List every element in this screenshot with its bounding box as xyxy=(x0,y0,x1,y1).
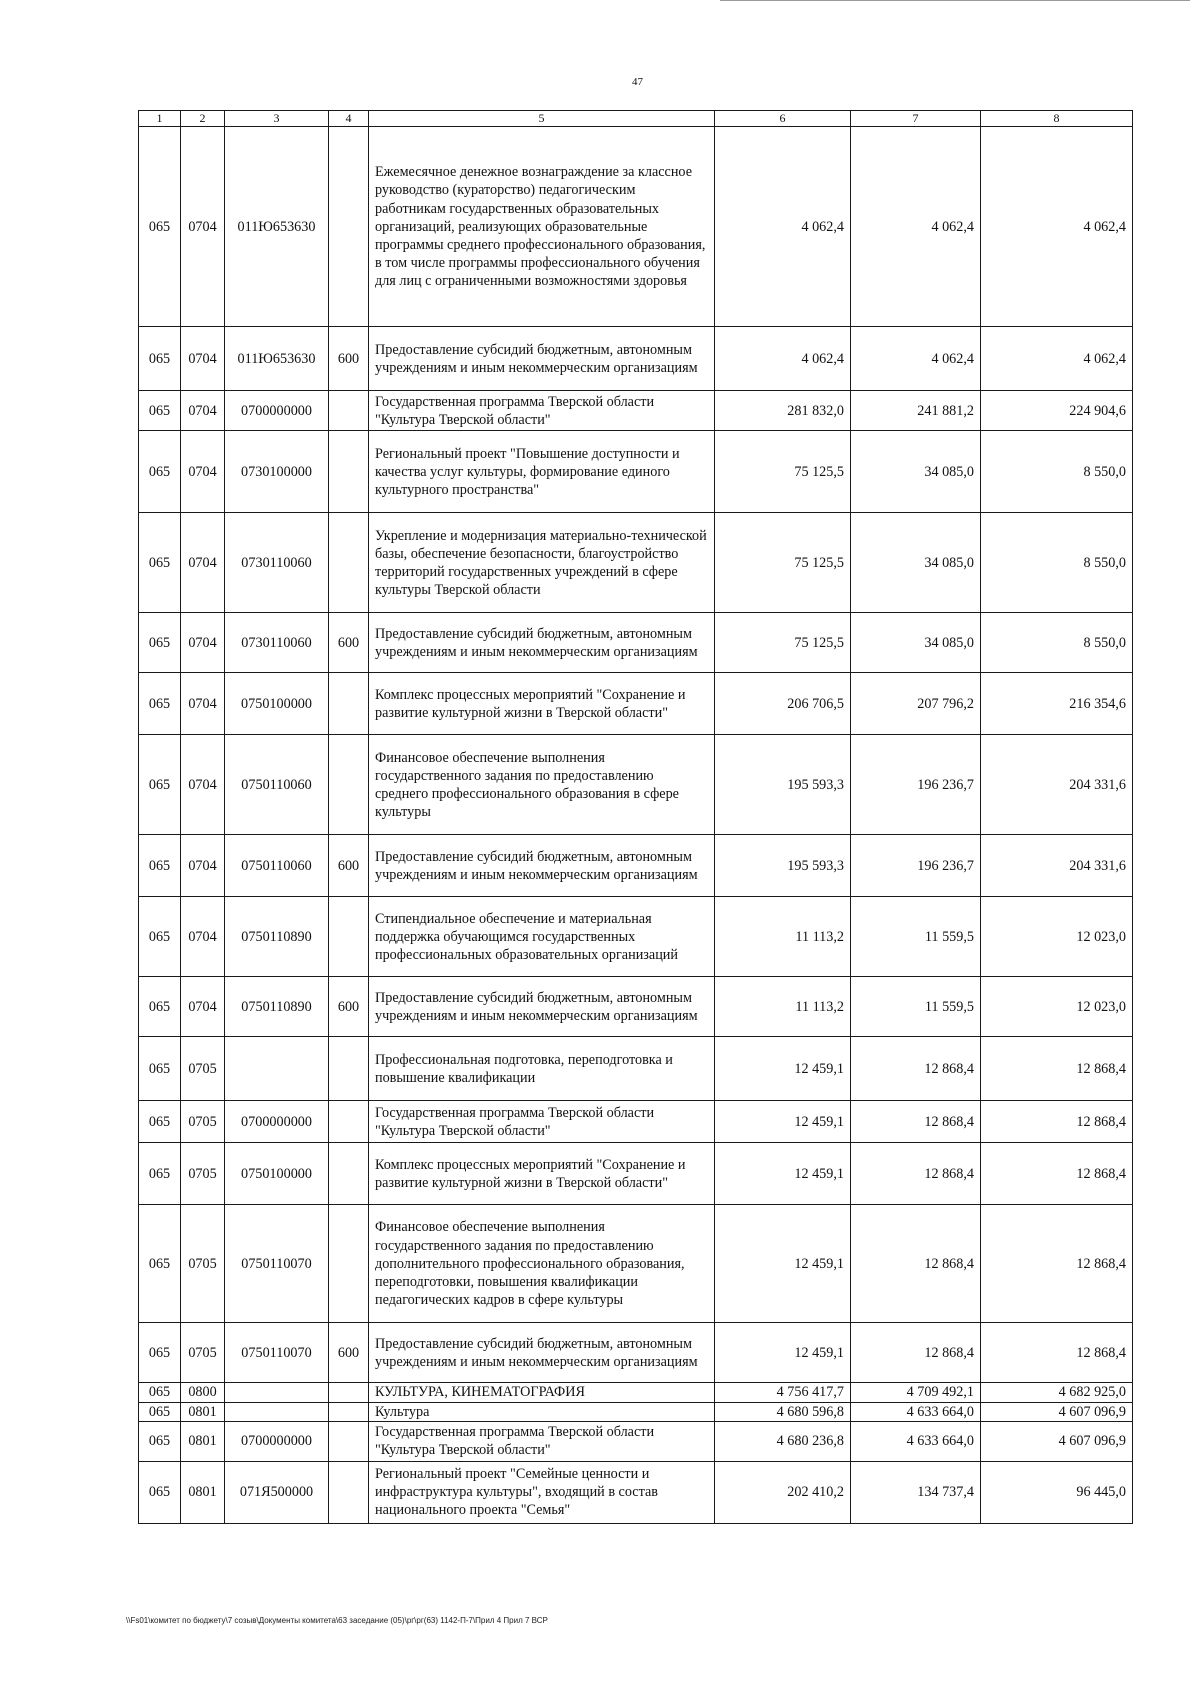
cell-target-article: 0750110890 xyxy=(225,977,329,1037)
table-row xyxy=(139,513,1133,613)
cell-target-article xyxy=(225,1037,329,1101)
cell-section-code: 0705 xyxy=(181,1101,225,1143)
cell-amount-year3: 204 331,6 xyxy=(981,835,1133,897)
cell-amount-year3: 4 682 925,0 xyxy=(981,1383,1133,1402)
header-cell: 5 xyxy=(369,111,715,127)
cell-amount-year1: 11 113,2 xyxy=(715,897,851,977)
cell-amount-year3: 12 868,4 xyxy=(981,1143,1133,1205)
table-header-row xyxy=(139,111,1133,127)
cell-section-code: 0704 xyxy=(181,835,225,897)
cell-description: Культура xyxy=(369,1402,715,1421)
cell-amount-year2: 4 633 664,0 xyxy=(851,1402,981,1421)
cell-admin-code: 065 xyxy=(139,1101,181,1143)
cell-description: Укрепление и модернизация материально-технической базы, обеспечение безопасности, благоустройство территорий государственных учреждений в сфере культуры Тверской области xyxy=(369,513,715,613)
cell-amount-year1: 12 459,1 xyxy=(715,1205,851,1323)
cell-amount-year2: 4 062,4 xyxy=(851,327,981,391)
header-cell: 2 xyxy=(181,111,225,127)
cell-amount-year3: 8 550,0 xyxy=(981,513,1133,613)
cell-amount-year3: 4 607 096,9 xyxy=(981,1421,1133,1461)
cell-target-article: 0730110060 xyxy=(225,513,329,613)
header-cell: 4 xyxy=(329,111,369,127)
cell-admin-code: 065 xyxy=(139,613,181,673)
cell-description: Предоставление субсидий бюджетным, автономным учреждениям и иным некоммерческим организациям xyxy=(369,977,715,1037)
cell-expense-type xyxy=(329,1383,369,1402)
cell-description: Предоставление субсидий бюджетным, автономным учреждениям и иным некоммерческим организациям xyxy=(369,1323,715,1383)
cell-amount-year3: 96 445,0 xyxy=(981,1461,1133,1523)
table-body xyxy=(139,111,1133,1524)
cell-expense-type xyxy=(329,1402,369,1421)
cell-amount-year1: 12 459,1 xyxy=(715,1323,851,1383)
cell-amount-year3: 204 331,6 xyxy=(981,735,1133,835)
cell-amount-year1: 4 062,4 xyxy=(715,327,851,391)
cell-expense-type xyxy=(329,1461,369,1523)
header-cell: 1 xyxy=(139,111,181,127)
cell-amount-year3: 12 868,4 xyxy=(981,1037,1133,1101)
cell-target-article: 0750110060 xyxy=(225,735,329,835)
cell-amount-year1: 75 125,5 xyxy=(715,513,851,613)
cell-description: Профессиональная подготовка, переподготовка и повышение квалификации xyxy=(369,1037,715,1101)
footer-file-path: \\Fs01\комитет по бюджету\7 созыв\Документы комитета\63 заседание (05)\рг\рг(63) 1142-П-7\Прил 4 Прил 7 ВСР xyxy=(126,1616,548,1625)
cell-target-article: 071Я500000 xyxy=(225,1461,329,1523)
cell-section-code: 0705 xyxy=(181,1143,225,1205)
cell-target-article: 0750110890 xyxy=(225,897,329,977)
cell-amount-year2: 12 868,4 xyxy=(851,1101,981,1143)
cell-description: Предоставление субсидий бюджетным, автономным учреждениям и иным некоммерческим организациям xyxy=(369,327,715,391)
cell-description: Комплекс процессных мероприятий "Сохранение и развитие культурной жизни в Тверской области" xyxy=(369,673,715,735)
cell-target-article: 0700000000 xyxy=(225,391,329,431)
cell-amount-year3: 12 868,4 xyxy=(981,1101,1133,1143)
cell-section-code: 0704 xyxy=(181,613,225,673)
cell-admin-code: 065 xyxy=(139,835,181,897)
cell-description: Финансовое обеспечение выполнения государственного задания по предоставлению дополнительного профессионального образования, переподготовки, повышения квалификации педагогических кадров в сфере культуры xyxy=(369,1205,715,1323)
cell-section-code: 0704 xyxy=(181,977,225,1037)
page-number: 47 xyxy=(632,76,643,88)
cell-target-article: 0730110060 xyxy=(225,613,329,673)
cell-admin-code: 065 xyxy=(139,673,181,735)
cell-target-article: 011Ю653630 xyxy=(225,127,329,327)
cell-description: Предоставление субсидий бюджетным, автономным учреждениям и иным некоммерческим организациям xyxy=(369,613,715,673)
cell-target-article: 0730100000 xyxy=(225,431,329,513)
header-cell: 8 xyxy=(981,111,1133,127)
cell-description: Стипендиальное обеспечение и материальная поддержка обучающимся государственных профессиональных образовательных организаций xyxy=(369,897,715,977)
cell-amount-year3: 4 062,4 xyxy=(981,327,1133,391)
cell-section-code: 0800 xyxy=(181,1383,225,1402)
cell-expense-type xyxy=(329,1143,369,1205)
cell-amount-year1: 12 459,1 xyxy=(715,1101,851,1143)
table-row xyxy=(139,1461,1133,1523)
cell-amount-year1: 195 593,3 xyxy=(715,735,851,835)
cell-amount-year3: 4 607 096,9 xyxy=(981,1402,1133,1421)
cell-amount-year2: 12 868,4 xyxy=(851,1205,981,1323)
cell-amount-year2: 12 868,4 xyxy=(851,1037,981,1101)
cell-admin-code: 065 xyxy=(139,735,181,835)
table-row xyxy=(139,1205,1133,1323)
cell-description: Государственная программа Тверской области "Культура Тверской области" xyxy=(369,1421,715,1461)
cell-amount-year1: 4 756 417,7 xyxy=(715,1383,851,1402)
cell-description: Государственная программа Тверской области "Культура Тверской области" xyxy=(369,1101,715,1143)
cell-admin-code: 065 xyxy=(139,431,181,513)
cell-section-code: 0704 xyxy=(181,127,225,327)
cell-amount-year2: 34 085,0 xyxy=(851,613,981,673)
cell-expense-type: 600 xyxy=(329,835,369,897)
cell-admin-code: 065 xyxy=(139,1461,181,1523)
cell-amount-year2: 241 881,2 xyxy=(851,391,981,431)
cell-amount-year2: 12 868,4 xyxy=(851,1323,981,1383)
cell-expense-type xyxy=(329,1101,369,1143)
header-cell: 6 xyxy=(715,111,851,127)
cell-expense-type xyxy=(329,1205,369,1323)
table-row xyxy=(139,1402,1133,1421)
cell-amount-year2: 11 559,5 xyxy=(851,897,981,977)
cell-section-code: 0704 xyxy=(181,897,225,977)
cell-expense-type: 600 xyxy=(329,613,369,673)
table-row xyxy=(139,735,1133,835)
cell-description: Финансовое обеспечение выполнения государственного задания по предоставлению среднего профессионального образования в сфере культуры xyxy=(369,735,715,835)
cell-target-article: 0750100000 xyxy=(225,673,329,735)
cell-section-code: 0801 xyxy=(181,1402,225,1421)
cell-description: Ежемесячное денежное вознаграждение за классное руководство (кураторство) педагогическим работникам государственных образовательных организаций, реализующих образовательные программы среднего профессионального образования, в том числе программы профессионального обучения для лиц с ограниченными возможностями здоровья xyxy=(369,127,715,327)
cell-description: Региональный проект "Семейные ценности и инфраструктура культуры", входящий в состав национального проекта "Семья" xyxy=(369,1461,715,1523)
table-row xyxy=(139,1383,1133,1402)
cell-amount-year2: 196 236,7 xyxy=(851,735,981,835)
cell-amount-year1: 4 680 596,8 xyxy=(715,1402,851,1421)
scan-artifact-line xyxy=(720,0,1190,1)
cell-amount-year2: 207 796,2 xyxy=(851,673,981,735)
cell-admin-code: 065 xyxy=(139,897,181,977)
cell-admin-code: 065 xyxy=(139,1421,181,1461)
header-cell: 7 xyxy=(851,111,981,127)
cell-section-code: 0705 xyxy=(181,1323,225,1383)
cell-amount-year1: 75 125,5 xyxy=(715,613,851,673)
cell-amount-year1: 4 680 236,8 xyxy=(715,1421,851,1461)
table-row xyxy=(139,897,1133,977)
table-row xyxy=(139,1421,1133,1461)
cell-amount-year3: 12 023,0 xyxy=(981,977,1133,1037)
cell-expense-type xyxy=(329,127,369,327)
cell-amount-year1: 195 593,3 xyxy=(715,835,851,897)
cell-admin-code: 065 xyxy=(139,391,181,431)
cell-expense-type xyxy=(329,513,369,613)
cell-expense-type xyxy=(329,735,369,835)
cell-amount-year2: 34 085,0 xyxy=(851,513,981,613)
cell-expense-type: 600 xyxy=(329,977,369,1037)
cell-expense-type xyxy=(329,1037,369,1101)
cell-section-code: 0704 xyxy=(181,391,225,431)
cell-amount-year1: 281 832,0 xyxy=(715,391,851,431)
cell-amount-year2: 12 868,4 xyxy=(851,1143,981,1205)
cell-target-article xyxy=(225,1383,329,1402)
cell-admin-code: 065 xyxy=(139,1037,181,1101)
cell-admin-code: 065 xyxy=(139,327,181,391)
cell-amount-year1: 11 113,2 xyxy=(715,977,851,1037)
cell-amount-year3: 12 023,0 xyxy=(981,897,1133,977)
cell-amount-year1: 206 706,5 xyxy=(715,673,851,735)
cell-expense-type: 600 xyxy=(329,327,369,391)
cell-target-article: 0750110060 xyxy=(225,835,329,897)
cell-amount-year2: 134 737,4 xyxy=(851,1461,981,1523)
cell-description: Предоставление субсидий бюджетным, автономным учреждениям и иным некоммерческим организациям xyxy=(369,835,715,897)
cell-admin-code: 065 xyxy=(139,127,181,327)
cell-target-article: 0750110070 xyxy=(225,1205,329,1323)
table-row xyxy=(139,327,1133,391)
cell-admin-code: 065 xyxy=(139,1205,181,1323)
cell-description: Комплекс процессных мероприятий "Сохранение и развитие культурной жизни в Тверской области" xyxy=(369,1143,715,1205)
cell-amount-year2: 4 709 492,1 xyxy=(851,1383,981,1402)
cell-section-code: 0801 xyxy=(181,1421,225,1461)
cell-target-article: 0750110070 xyxy=(225,1323,329,1383)
cell-section-code: 0704 xyxy=(181,673,225,735)
cell-section-code: 0801 xyxy=(181,1461,225,1523)
cell-amount-year2: 34 085,0 xyxy=(851,431,981,513)
cell-amount-year3: 8 550,0 xyxy=(981,613,1133,673)
cell-amount-year3: 12 868,4 xyxy=(981,1323,1133,1383)
cell-amount-year1: 4 062,4 xyxy=(715,127,851,327)
cell-section-code: 0705 xyxy=(181,1037,225,1101)
cell-description: Региональный проект "Повышение доступности и качества услуг культуры, формирование единого культурного пространства" xyxy=(369,431,715,513)
cell-amount-year2: 196 236,7 xyxy=(851,835,981,897)
cell-section-code: 0704 xyxy=(181,735,225,835)
cell-amount-year3: 4 062,4 xyxy=(981,127,1133,327)
cell-section-code: 0704 xyxy=(181,327,225,391)
cell-target-article: 011Ю653630 xyxy=(225,327,329,391)
table-row xyxy=(139,1101,1133,1143)
cell-amount-year3: 8 550,0 xyxy=(981,431,1133,513)
cell-amount-year2: 4 633 664,0 xyxy=(851,1421,981,1461)
cell-expense-type xyxy=(329,897,369,977)
table-row xyxy=(139,127,1133,327)
table-row xyxy=(139,431,1133,513)
cell-admin-code: 065 xyxy=(139,1402,181,1421)
cell-admin-code: 065 xyxy=(139,1143,181,1205)
table-row xyxy=(139,391,1133,431)
cell-target-article: 0750100000 xyxy=(225,1143,329,1205)
cell-amount-year2: 11 559,5 xyxy=(851,977,981,1037)
table-row xyxy=(139,1143,1133,1205)
cell-amount-year3: 12 868,4 xyxy=(981,1205,1133,1323)
cell-target-article xyxy=(225,1402,329,1421)
cell-expense-type xyxy=(329,673,369,735)
cell-admin-code: 065 xyxy=(139,1383,181,1402)
cell-amount-year2: 4 062,4 xyxy=(851,127,981,327)
cell-amount-year3: 224 904,6 xyxy=(981,391,1133,431)
cell-expense-type xyxy=(329,1421,369,1461)
table-row xyxy=(139,613,1133,673)
table-row xyxy=(139,1037,1133,1101)
cell-amount-year3: 216 354,6 xyxy=(981,673,1133,735)
cell-admin-code: 065 xyxy=(139,977,181,1037)
table-row xyxy=(139,673,1133,735)
cell-amount-year1: 12 459,1 xyxy=(715,1143,851,1205)
table-row xyxy=(139,1323,1133,1383)
table-row xyxy=(139,835,1133,897)
cell-expense-type xyxy=(329,391,369,431)
budget-table xyxy=(138,110,1133,1524)
cell-expense-type xyxy=(329,431,369,513)
cell-description: Государственная программа Тверской области "Культура Тверской области" xyxy=(369,391,715,431)
cell-target-article: 0700000000 xyxy=(225,1421,329,1461)
table-row xyxy=(139,977,1133,1037)
cell-section-code: 0705 xyxy=(181,1205,225,1323)
cell-admin-code: 065 xyxy=(139,513,181,613)
cell-target-article: 0700000000 xyxy=(225,1101,329,1143)
cell-section-code: 0704 xyxy=(181,513,225,613)
header-cell: 3 xyxy=(225,111,329,127)
cell-amount-year1: 75 125,5 xyxy=(715,431,851,513)
cell-amount-year1: 12 459,1 xyxy=(715,1037,851,1101)
cell-amount-year1: 202 410,2 xyxy=(715,1461,851,1523)
cell-expense-type: 600 xyxy=(329,1323,369,1383)
cell-description: КУЛЬТУРА, КИНЕМАТОГРАФИЯ xyxy=(369,1383,715,1402)
cell-section-code: 0704 xyxy=(181,431,225,513)
cell-admin-code: 065 xyxy=(139,1323,181,1383)
